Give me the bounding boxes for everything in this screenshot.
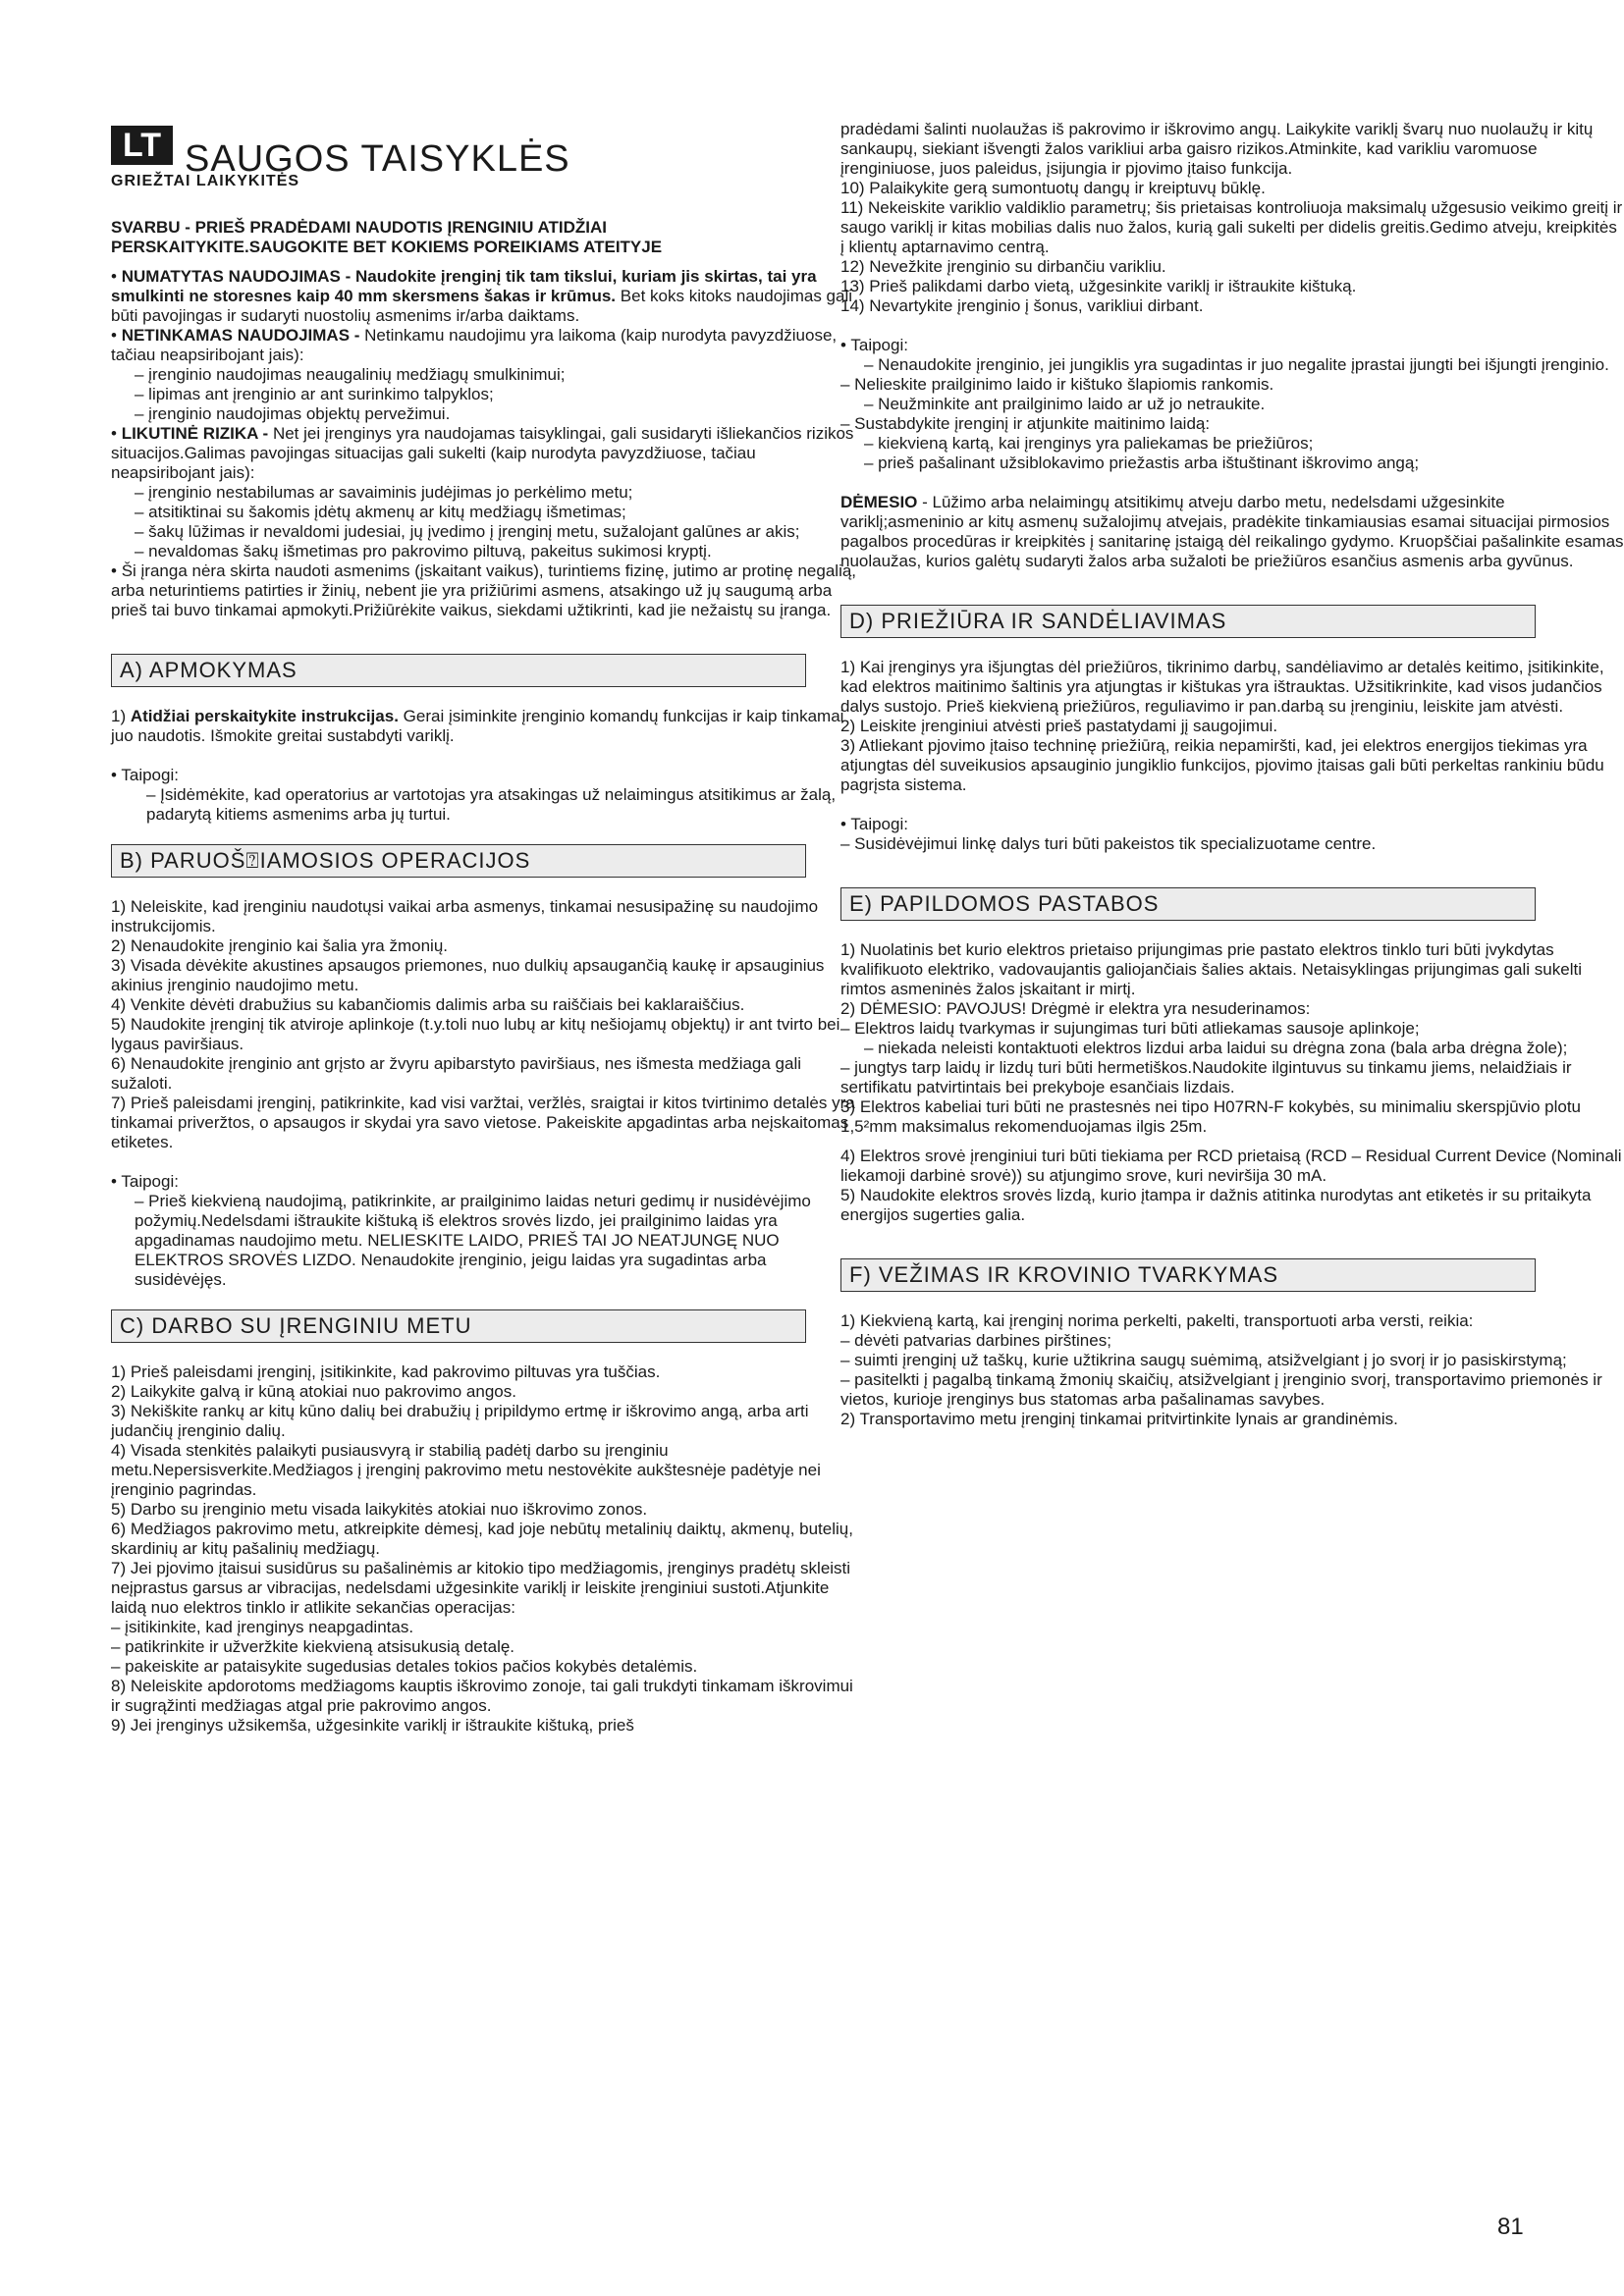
- residual-item: – atsitiktinai su šakomis įdėtų akmenų ar kitų medžiagų išmetimas;: [135, 503, 626, 521]
- page-number: 81: [1497, 2214, 1524, 2240]
- section-e-item: 3) Elektros kabeliai turi būti ne prastesnės nei tipo H07RN-F kokybės, su minimaliu skerspjūvio plotu 1,5²mm maksimalus rekomenduojamas ilgis 25m.: [840, 1097, 1582, 1136]
- section-c-item: 1) Prieš paleisdami įrenginį, įsitikinkite, kad pakrovimo piltuvas yra tuščias.: [111, 1362, 661, 1381]
- section-d-also: • Taipogi:: [840, 815, 908, 833]
- section-a-also-item: – Įsidėmėkite, kad operatorius ar vartotojas yra atsakingas už nelaimingus atsitikimus ar žalą, padarytą kitiems asmenims arba jų turtui.: [146, 785, 837, 824]
- improper-item: – įrenginio naudojimas neaugalinių medžiagų smulkinimui;: [135, 365, 566, 384]
- section-d-item: 2) Leiskite įrenginiui atvėsti prieš pastatydami jį saugojimui.: [840, 717, 1278, 735]
- section-b-item: 1) Neleiskite, kad įrenginiu naudotųsi vaikai arba asmenys, tinkamai nesusipažinę su naudojimo instrukcijomis.: [111, 897, 819, 935]
- section-c-item: 3) Nekiškite rankų ar kitų kūno dalių bei drabužių į pripildymo ertmę ir iškrovimo angą, arba arti judančių įrenginio dalių.: [111, 1402, 809, 1440]
- intro-line-2: PERSKAITYKITE.SAUGOKITE BET KOKIEMS POREIKIAMS ATEITYJE: [111, 238, 663, 256]
- right-top-item: 14) Nevartykite įrenginio į šonus, varikliui dirbant.: [840, 296, 1204, 315]
- section-b-item: 4) Venkite dėvėti drabužius su kabančiomis dalimis arba su raiščiais bei kaklaraiščius.: [111, 995, 745, 1014]
- improper-item: – lipimas ant įrenginio ar ant surinkimo talpyklos;: [135, 385, 494, 403]
- section-e-item: – jungtys tarp laidų ir lizdų turi būti hermetiškos.Naudokite ilgintuvus su tinkamu jiems, nelaidžiais ir sertifikatu patvirtintais bei prekyboje esančiais lizdais.: [840, 1058, 1572, 1096]
- right-top-item: 12) Nevežkite įrenginio su dirbančiu varikliu.: [840, 257, 1166, 276]
- section-e-item: – Elektros laidų tvarkymas ir sujungimas turi būti atliekamas sausoje aplinkoje;: [840, 1019, 1420, 1038]
- right-top-also-item: – Sustabdykite įrenginį ir atjunkite maitinimo laidą:: [840, 414, 1211, 433]
- section-f-item: – dėvėti patvarias darbines pirštines;: [840, 1331, 1111, 1350]
- page-header: [111, 126, 857, 190]
- left-column: [111, 218, 857, 1735]
- improper-item: – įrenginio naudojimas objektų pervežimui.: [135, 404, 451, 423]
- right-top-item: pradėdami šalinti nuolaužas iš pakrovimo ir iškrovimo angų. Laikykite variklį švarų nuo nuolaužų ir kitų sankaupų, siekiant išvengti žalos varikliui arba gaisro rizikos.Atminkite, kad varikliu varomuose įrenginiuose, juos paleidus, įsijungia ir pjovimo įtaiso funkcija.: [840, 120, 1594, 178]
- section-c-item: 8) Neleiskite apdorotoms medžiagoms kauptis iškrovimo zonoje, tai gali trukdyti tinkamam iškrovimui ir sugrąžinti medžiagas atgal prie pakrovimo angos.: [111, 1677, 853, 1715]
- section-c-item: 4) Visada stenkitės palaikyti pusiausvyrą ir stabilią padėtį darbo su įrenginiu metu.Nepersisverkite.Medžiagos į įrenginį pakrovimo metu nestovėkite aukštesnėje padėtyje nei įrenginio pagrindas.: [111, 1441, 821, 1499]
- bullet-persons: • Ši įranga nėra skirta naudoti asmenims (įskaitant vaikus), turintiems fizinę, jutimo ar protinę negalią, arba neturintiems patirties ir žinių, nebent jie yra prižiūrimi asmens, atsakingo už jų saugumą arba prieš tai buvo tinkamai apmokyti.Prižiūrėkite vaikus, siekdami užtikrinti, kad jie nežaistų su įranga.: [111, 561, 857, 619]
- section-f-item: 2) Transportavimo metu įrenginį tinkamai pritvirtinkite lynais ar grandinėmis.: [840, 1410, 1398, 1428]
- right-top-item: 10) Palaikykite gerą sumontuotų dangų ir kreiptuvų būklę.: [840, 179, 1266, 197]
- right-top-item: 11) Nekeiskite variklio valdiklio parametrų; šis prietaisas kontroliuoja maksimalų užgesusio veikimo greitį ir saugo variklį ir kitas mobilias dalis nuo žalos, kurią gali sukelti per didelis greitis.Gedimo atveju, kreipkitės į klientų aptarnavimo centrą.: [840, 198, 1623, 256]
- section-f-item: 1) Kiekvieną kartą, kai įrenginį norima perkelti, pakelti, transportuoti arba versti, reikia:: [840, 1311, 1474, 1330]
- section-b-also: • Taipogi:: [111, 1172, 179, 1191]
- section-d-item: 3) Atliekant pjovimo įtaiso techninę priežiūrą, reikia nepamiršti, kad, jei elektros energijos tiekimas yra atjungtas dėl suveikusios apsauginio jungiklio funkcijos, pjovimo įtaisas gali būti perkeltas rankiniu būdu pagrįsta sistema.: [840, 736, 1604, 794]
- section-b-item: 2) Nenaudokite įrenginio kai šalia yra žmonių.: [111, 936, 449, 955]
- section-e-title: E) PAPILDOMOS PASTABOS: [840, 887, 1536, 921]
- section-c-item: 9) Jei įrenginys užsikemša, užgesinkite variklį ir ištraukite kištuką, prieš: [111, 1716, 634, 1735]
- right-top-also-item: – Nelieskite prailginimo laido ir kištuko šlapiomis rankomis.: [840, 375, 1274, 394]
- page-subtitle: GRIEŽTAI LAIKYKITĖS: [111, 173, 300, 189]
- page-title: SAUGOS TAISYKLĖS: [185, 138, 570, 180]
- section-c-title: C) DARBO SU ĮRENGINIU METU: [111, 1309, 806, 1343]
- section-c-item: 5) Darbo su įrenginio metu visada laikykitės atokiai nuo iškrovimo zonos.: [111, 1500, 648, 1519]
- section-a-title: A) APMOKYMAS: [111, 654, 806, 687]
- section-e-item: 2) DĖMESIO: PAVOJUS! Drėgmė ir elektra yra nesuderinamos:: [840, 999, 1311, 1018]
- section-b-title: B) PARUOŠ⍰IAMOSIOS OPERACIJOS: [111, 844, 806, 878]
- bullet-residual-risk: • LIKUTINĖ RIZIKA - Net jei įrenginys yra naudojamas taisyklingai, gali susidaryti išliekančios rizikos situacijos.Galimas pavojingas situacijas gali sukelti (kaip nurodyta pavyzdžiuose, tačiau neapsiribojant jais):: [111, 424, 854, 482]
- section-f-item: – suimti įrenginį už taškų, kurie užtikrina saugų suėmimą, atsižvelgiant į jo svorį ir jo pasiskirstymą;: [840, 1351, 1567, 1369]
- residual-item: – nevaldomas šakų išmetimas pro pakrovimo piltuvą, pakeitus sukimosi kryptį.: [135, 542, 712, 561]
- section-e-item: 1) Nuolatinis bet kurio elektros prietaiso prijungimas prie pastato elektros tinklo turi būti įvykdytas kvalifikuoto elektriko, vadovaujantis galiojančiais šalies aktais. Netaisyklingas prijungimas gali sukelti rimtos asmeninės žalos įskaitant ir mirtį.: [840, 940, 1582, 998]
- section-d-title: D) PRIEŽIŪRA IR SANDĖLIAVIMAS: [840, 605, 1536, 638]
- attention-paragraph: DĖMESIO - Lūžimo arba nelaimingų atsitikimų atveju darbo metu, nedelsdami užgesinkite variklį;asmeninio ar kitų asmenų sužalojimų atvejais, pradėkite tinkamiausias esamai situacijai pirmosios pagalbos procedūras ir kreipkitės į sanitarinę įstaigą dėl reikalingo gydymo. Kruopščiai pašalinkite esamas nuolaužas, kurios galėtų sudaryti žalos arba sužaloti be priežiūros esančius asmenis arba gyvūnus.: [840, 493, 1624, 570]
- section-d-item: 1) Kai įrenginys yra išjungtas dėl priežiūros, tikrinimo darbų, sandėliavimo ar detalės keitimo, įsitikinkite, kad elektros maitinimo šaltinis yra atjungtas ir kištukas yra ištrauktas. Užsitikrinkite, kad visos judančios dalys sustojo. Prieš kiekvieną priežiūros, reguliavimo ir pan.darbą su įrenginiu, leiskite jam atvėsti.: [840, 658, 1604, 716]
- section-e-item: 5) Naudokite elektros srovės lizdą, kurio įtampa ir dažnis atitinka nurodytas ant etiketės ir su pritaikyta energijos sugerties galia.: [840, 1186, 1592, 1224]
- section-b-item: 3) Visada dėvėkite akustines apsaugos priemones, nuo dulkių apsaugančią kaukę ir apsauginius akinius įrenginio naudojimo metu.: [111, 956, 825, 994]
- right-column: [840, 120, 1624, 1429]
- intro-line-1: SVARBU - PRIEŠ PRADĖDAMI NAUDOTIS ĮRENGINIU ATIDŽIAI: [111, 218, 607, 237]
- section-a-also: • Taipogi:: [111, 766, 179, 784]
- section-a-item-1: 1) Atidžiai perskaitykite instrukcijas. Gerai įsiminkite įrenginio komandų funkcijas ir kaip tinkamai juo naudotis. Išmokite greitai sustabdyti variklį.: [111, 707, 844, 745]
- bullet-intended-use: • NUMATYTAS NAUDOJIMAS - Naudokite įrenginį tik tam tikslui, kuriam jis skirtas, tai yra smulkinti ne storesnes kaip 40 mm skersmens šakas ir krūmus. Bet koks kitoks naudojimas gali būti pavojingas ir sudaryti nuostolių asmenims ir/arba daiktams.: [111, 267, 853, 325]
- section-f-item: – pasitelkti į pagalbą tinkamą žmonių skaičių, atsižvelgiant į įrenginio svorį, transportavimo priemonės ir vietos, kurioje įrenginys bus statomas arba pašalinamas savybes.: [840, 1370, 1602, 1409]
- section-c-item: – patikrinkite ir užveržkite kiekvieną atsisukusią detalę.: [111, 1637, 515, 1656]
- residual-item: – įrenginio nestabilumas ar savaiminis judėjimas jo perkėlimo metu;: [135, 483, 633, 502]
- section-c-item: 7) Jei pjovimo įtaisui susidūrus su pašalinėmis ar kitokio tipo medžiagomis, įrenginys pradėtų skleisti neįprastus garsus ar vibracijas, nedelsdami užgesinkite variklį ir leiskite įrenginiui sustoti.Atjunkite laidą nuo elektros tinklo ir atlikite sekančias operacijas:: [111, 1559, 851, 1617]
- language-badge: LT: [111, 126, 173, 165]
- section-b-item: 6) Nenaudokite įrenginio ant grįsto ar žvyru apibarstyto paviršiaus, nes išmesta medžiaga gali sužaloti.: [111, 1054, 802, 1093]
- section-b-item: 7) Prieš paleisdami įrenginį, patikrinkite, kad visi varžtai, veržlės, sraigtai ir kitos tvirtinimo detalės yra tinkamai priveržtos, o apsaugos ir skydai yra savo vietose. Pakeiskite apgadintas arba neįskaitomas etiketes.: [111, 1094, 855, 1151]
- section-e-item: 4) Elektros srovė įrenginiui turi būti tiekiama per RCD prietaisą (RCD – Residual Current Device (Nominali liekamoji darbinė srovė)) su atjungimo srove, kuri neviršija 30 mA.: [840, 1147, 1622, 1185]
- right-top-also-item: – kiekvieną kartą, kai įrenginys yra paliekamas be priežiūros;: [864, 434, 1314, 453]
- section-e-item: – niekada neleisti kontaktuoti elektros lizdui arba laidui su drėgna zona (bala arba drėgna žole);: [864, 1039, 1568, 1057]
- section-c-item: – pakeiskite ar pataisykite sugedusias detales tokios pačios kokybės detalėmis.: [111, 1657, 698, 1676]
- residual-item: – šakų lūžimas ir nevaldomi judesiai, jų įvedimo į įrenginį metu, sužalojant galūnes ar akis;: [135, 522, 800, 541]
- bullet-improper-use: • NETINKAMAS NAUDOJIMAS - Netinkamu naudojimu yra laikoma (kaip nurodyta pavyzdžiuose, tačiau neapsiribojant jais):: [111, 326, 838, 364]
- right-top-also-item: – Nenaudokite įrenginio, jei jungiklis yra sugadintas ir juo negalite įprastai įjungti bei išjungti įrenginio.: [864, 355, 1609, 374]
- section-d-also-item: – Susidėvėjimui linkę dalys turi būti pakeistos tik specializuotame centre.: [840, 834, 1377, 853]
- right-top-also: • Taipogi:: [840, 336, 908, 354]
- section-f-title: F) VEŽIMAS IR KROVINIO TVARKYMAS: [840, 1258, 1536, 1292]
- right-top-also-item: – prieš pašalinant užsiblokavimo priežastis arba ištuštinant iškrovimo angą;: [864, 454, 1420, 472]
- right-top-also-item: – Neužminkite ant prailginimo laido ar už jo netraukite.: [864, 395, 1266, 413]
- section-b-item: 5) Naudokite įrenginį tik atviroje aplinkoje (t.y.toli nuo lubų ar kitų nešiojamų objektų) ir ant tvirto bei lygaus paviršiaus.: [111, 1015, 840, 1053]
- section-c-item: – įsitikinkite, kad įrenginys neapgadintas.: [111, 1618, 414, 1636]
- right-top-item: 13) Prieš palikdami darbo vietą, užgesinkite variklį ir ištraukite kištuką.: [840, 277, 1357, 295]
- section-c-item: 6) Medžiagos pakrovimo metu, atkreipkite dėmesį, kad joje nebūtų metalinių daiktų, akmenų, butelių, skardinių ar kitų pašalinių medžiagų.: [111, 1520, 853, 1558]
- section-b-also-item: – Prieš kiekvieną naudojimą, patikrinkite, ar prailginimo laidas neturi gedimų ir nusidėvėjimo požymių.Nedelsdami ištraukite kištuką iš elektros srovės lizdo, jei prailginimo laidas yra apgadinamas naudojimo metu. NELIESKITE LAIDO, PRIEŠ TAI JO NEATJUNGĘ NUO ELEKTROS SROVĖS LIZDO. Nenaudokite įrenginio, jeigu laidas yra sugadintas arba susidėvėjęs.: [135, 1192, 811, 1289]
- section-c-item: 2) Laikykite galvą ir kūną atokiai nuo pakrovimo angos.: [111, 1382, 516, 1401]
